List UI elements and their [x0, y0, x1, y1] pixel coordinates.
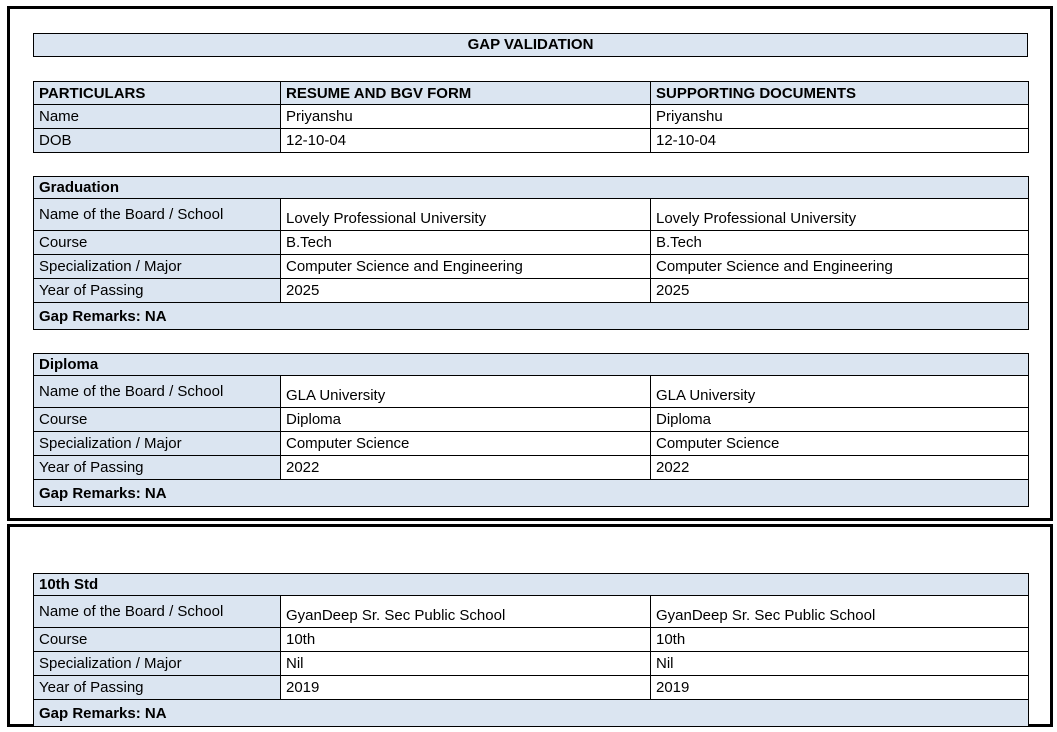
gap-remarks-cell: Gap Remarks: NA [34, 303, 1029, 330]
resume-value-cell: Diploma [281, 408, 651, 432]
row-label-cell: Name [34, 105, 281, 129]
resume-value-cell: 2025 [281, 279, 651, 303]
row-label-cell: DOB [34, 129, 281, 153]
resume-header-cell: RESUME AND BGV FORM [281, 82, 651, 105]
year-row [34, 676, 1029, 700]
supporting-value-cell: 2019 [651, 676, 1029, 700]
row-label-cell: Course [34, 231, 281, 255]
supporting-value-cell: GLA University [651, 376, 1029, 408]
tenth-std-table [33, 573, 1029, 727]
gap-remarks-cell: Gap Remarks: NA [34, 480, 1029, 507]
supporting-value-cell: B.Tech [651, 231, 1029, 255]
row-label-cell: Course [34, 408, 281, 432]
course-row [34, 628, 1029, 652]
graduation-table [33, 176, 1029, 330]
gap-remarks-row [34, 480, 1029, 507]
dob-row [34, 129, 1029, 153]
gap-remarks-row [34, 303, 1029, 330]
course-row [34, 231, 1029, 255]
supporting-value-cell: 2025 [651, 279, 1029, 303]
resume-value-cell: Computer Science and Engineering [281, 255, 651, 279]
section-title-cell: Diploma [34, 354, 1029, 376]
board-row [34, 199, 1029, 231]
supporting-value-cell: 2022 [651, 456, 1029, 480]
row-label-cell: Name of the Board / School [34, 596, 281, 628]
resume-value-cell: 2019 [281, 676, 651, 700]
specialization-row [34, 432, 1029, 456]
section-title-cell: Graduation [34, 177, 1029, 199]
diploma-table [33, 353, 1029, 507]
gap-remarks-row [34, 700, 1029, 727]
supporting-header-cell: SUPPORTING DOCUMENTS [651, 82, 1029, 105]
year-row [34, 279, 1029, 303]
particulars-table [33, 81, 1029, 153]
name-row [34, 105, 1029, 129]
resume-value-cell: Computer Science [281, 432, 651, 456]
particulars-header-row [34, 82, 1029, 105]
resume-value-cell: GLA University [281, 376, 651, 408]
row-label-cell: Name of the Board / School [34, 376, 281, 408]
resume-value-cell: GyanDeep Sr. Sec Public School [281, 596, 651, 628]
resume-value-cell: Nil [281, 652, 651, 676]
gap-remarks-cell: Gap Remarks: NA [34, 700, 1029, 727]
particulars-header-cell: PARTICULARS [34, 82, 281, 105]
row-label-cell: Year of Passing [34, 456, 281, 480]
section-title-row [34, 354, 1029, 376]
supporting-value-cell: 10th [651, 628, 1029, 652]
supporting-value-cell: Priyanshu [651, 105, 1029, 129]
upper-frame [7, 6, 1053, 521]
supporting-value-cell: 12-10-04 [651, 129, 1029, 153]
resume-value-cell: Priyanshu [281, 105, 651, 129]
board-row [34, 596, 1029, 628]
supporting-value-cell: GyanDeep Sr. Sec Public School [651, 596, 1029, 628]
supporting-value-cell: Lovely Professional University [651, 199, 1029, 231]
gap-validation-title: GAP VALIDATION [33, 33, 1028, 57]
lower-frame [7, 524, 1053, 727]
course-row [34, 408, 1029, 432]
supporting-value-cell: Computer Science and Engineering [651, 255, 1029, 279]
supporting-value-cell: Nil [651, 652, 1029, 676]
section-title-cell: 10th Std [34, 574, 1029, 596]
year-row [34, 456, 1029, 480]
row-label-cell: Specialization / Major [34, 432, 281, 456]
resume-value-cell: 12-10-04 [281, 129, 651, 153]
row-label-cell: Specialization / Major [34, 255, 281, 279]
supporting-value-cell: Computer Science [651, 432, 1029, 456]
resume-value-cell: B.Tech [281, 231, 651, 255]
row-label-cell: Year of Passing [34, 279, 281, 303]
row-label-cell: Course [34, 628, 281, 652]
resume-value-cell: Lovely Professional University [281, 199, 651, 231]
resume-value-cell: 2022 [281, 456, 651, 480]
board-row [34, 376, 1029, 408]
supporting-value-cell: Diploma [651, 408, 1029, 432]
resume-value-cell: 10th [281, 628, 651, 652]
row-label-cell: Year of Passing [34, 676, 281, 700]
specialization-row [34, 652, 1029, 676]
section-title-row [34, 574, 1029, 596]
row-label-cell: Name of the Board / School [34, 199, 281, 231]
row-label-cell: Specialization / Major [34, 652, 281, 676]
section-title-row [34, 177, 1029, 199]
specialization-row [34, 255, 1029, 279]
